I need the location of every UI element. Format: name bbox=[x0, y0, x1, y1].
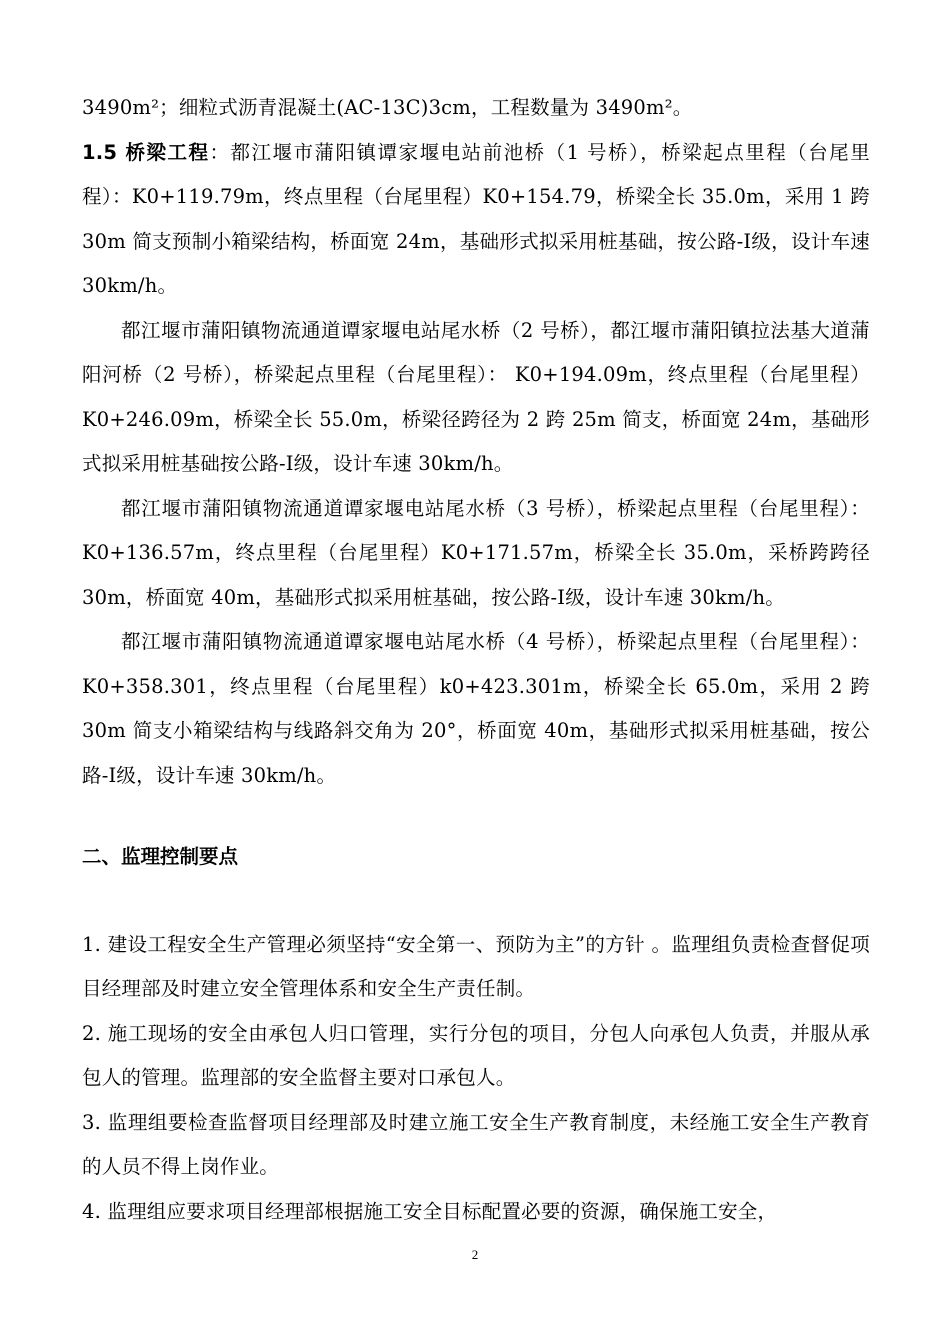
supervision-section-heading: 二、监理控制要点 bbox=[82, 845, 239, 868]
supervision-item-3: 3. 监理组要检查监督项目经理部及时建立施工安全生产教育制度，未经施工安全生产教育的人员不得上岗作业。 bbox=[82, 1110, 870, 1178]
section-spacer bbox=[82, 880, 870, 923]
bridge-paragraph-1 bbox=[82, 131, 870, 309]
supervision-item-1: 1. 建设工程安全生产管理必须坚持“安全第一、预防为主”的方针 。监理组负责检查督促项目经理部及时建立安全管理体系和安全生产责任制。 bbox=[82, 932, 870, 1000]
supervision-item-2: 2. 施工现场的安全由承包人归口管理，实行分包的项目，分包人向承包人负责，并服从承包人的管理。监理部的安全监督主要对口承包人。 bbox=[82, 1021, 870, 1089]
bridge-paragraph-4: 都江堰市蒲阳镇物流通道谭家堰电站尾水桥（4 号桥），桥梁起点里程（台尾里程）：K0+358.301，终点里程（台尾里程）k0+423.301m，桥梁全长 65.0m，采用 2 跨 30m 简支小箱梁结构与线路斜交角为 20°，桥面宽 40m，基础形式拟采用桩基础，按公路-I级，设计车速 30km/h。 bbox=[82, 630, 870, 787]
bridge-paragraph-3: 都江堰市蒲阳镇物流通道谭家堰电站尾水桥（3 号桥），桥梁起点里程（台尾里程）：K0+136.57m，终点里程（台尾里程）K0+171.57m，桥梁全长 35.0m，采桥跨跨径 30m，桥面宽 40m，基础形式拟采用桩基础，按公路-I级，设计车速 30km/h。 bbox=[82, 496, 870, 609]
section-spacer bbox=[82, 798, 870, 835]
bridge-paragraph-2: 都江堰市蒲阳镇物流通道谭家堰电站尾水桥（2 号桥），都江堰市蒲阳镇拉法基大道蒲阳河桥（2 号桥），桥梁起点里程（台尾里程）： K0+194.09m，终点里程（台尾里程）K0+246.09m，桥梁全长 55.0m，桥梁径跨径为 2 跨 25m 简支，桥面宽 24m，基础形式拟采用桩基础按公路-I级，设计车速 30km/h。 bbox=[82, 318, 870, 475]
bridge-section-heading: 1.5 桥梁工程 bbox=[82, 140, 210, 164]
bridge-heading-separator: ： bbox=[209, 140, 231, 164]
bridge-paragraph-1-text: 都江堰市蒲阳镇谭家堰电站前池桥（1 号桥），桥梁起点里程（台尾里程）：K0+119.79m，终点里程（台尾里程）K0+154.79，桥梁全长 35.0m，采用 1 跨 30m 简支预制小箱梁结构，桥面宽 24m，基础形式拟采用桩基础，按公路-I级，设计车速 30km/h。 bbox=[82, 140, 871, 297]
intro-paragraph: 3490m²；细粒式沥青混凝土(AC-13C)3cm，工程数量为 3490m²。 bbox=[82, 96, 693, 119]
supervision-item-4: 4. 监理组应要求项目经理部根据施工安全目标配置必要的资源，确保施工安全， bbox=[82, 1199, 778, 1223]
page-number: 2 bbox=[471, 1247, 479, 1262]
document-page bbox=[82, 86, 870, 1234]
